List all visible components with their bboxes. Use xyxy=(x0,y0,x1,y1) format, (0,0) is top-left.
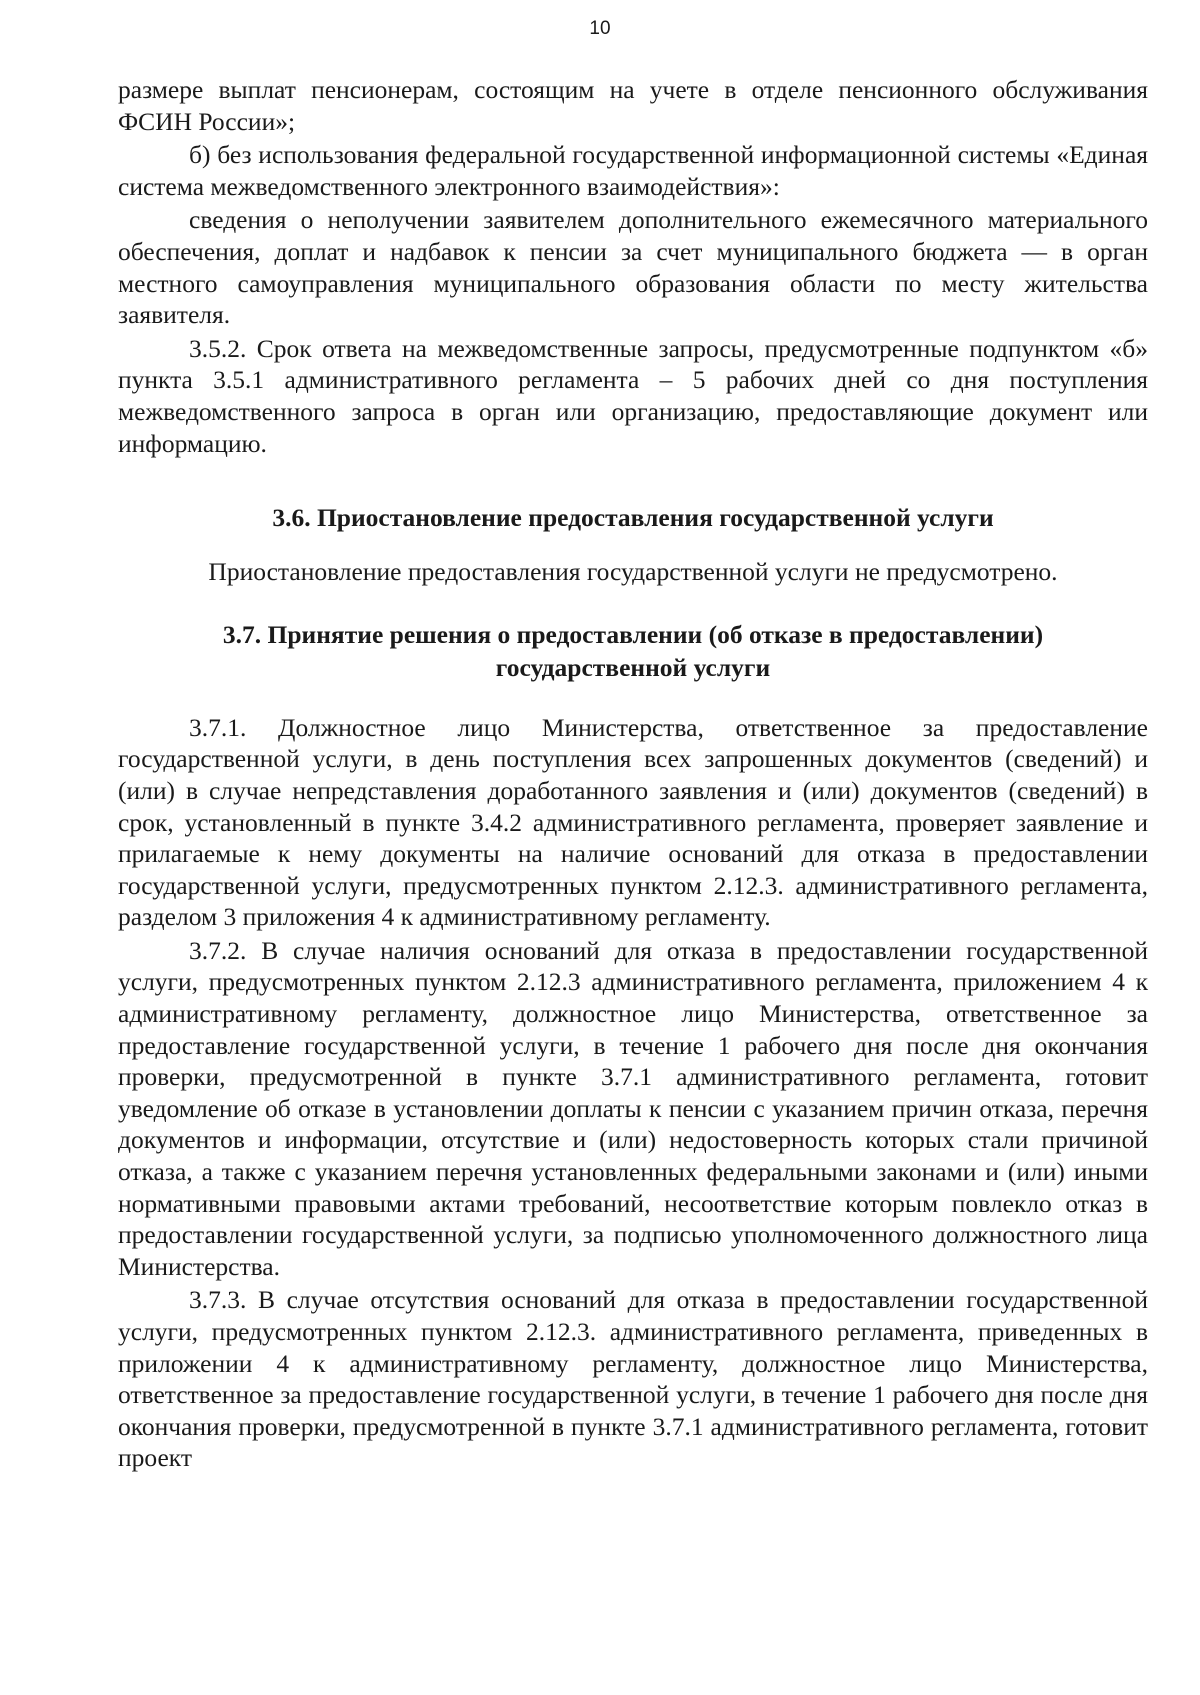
paragraph-subitem-b: б) без использования федеральной государственной информационной системы «Единая система межведомственного электронного взаимодействия»: xyxy=(118,140,1148,201)
paragraph-info-nonreceipt: сведения о неполучении заявителем дополнительного ежемесячного материального обеспечения, доплат и надбавок к пенсии за счет муниципального бюджета — в орган местного самоуправления муниципального образования области по месту жительства заявителя. xyxy=(118,205,1148,330)
page-number: 10 xyxy=(589,18,611,39)
section-heading-3-7: 3.7. Принятие решения о предоставлении (об отказе в предоставлении) государственной услуги xyxy=(222,619,1044,682)
paragraph-3-7-2: 3.7.2. В случае наличия оснований для отказа в предоставлении государственной услуги, предусмотренных пунктом 2.12.3 административного регламента, приложением 4 к административному регламенту, должностное лицо Министерства, ответственное за предоставление государственной услуги, в течение 1 рабочего дня после дня окончания проверки, предусмотренной в пункте 3.7.1 административного регламента, готовит уведомление об отказе в установлении доплаты к пенсии с указанием причин отказа, перечня документов и информации, отсутствие и (или) недостоверность которых стали причиной отказа, а также с указанием перечня установленных федеральными законами и (или) иными нормативными правовыми актами требований, несоответствие которым повлекло отказ в предоставлении государственной услуги, за подписью уполномоченного должностного лица Министерства. xyxy=(118,935,1148,1281)
section-heading-3-6: 3.6. Приостановление предоставления государственной услуги xyxy=(272,503,994,533)
paragraph-3-5-2: 3.5.2. Срок ответа на межведомственные запросы, предусмотренные подпунктом «б» пункта 3.5.1 административного регламента – 5 рабочих дней со дня поступления межведомственного запроса в орган или организацию, предоставляющие документ или информацию. xyxy=(118,333,1148,458)
paragraph-3-7-3: 3.7.3. В случае отсутствия оснований для отказа в предоставлении государственной услуги, предусмотренных пунктом 2.12.3. административного регламента, приведенных в приложении 4 к административному регламенту, должностное лицо Министерства, ответственное за предоставление государственной услуги, в течение 1 рабочего дня после дня окончания проверки, предусмотренной в пункте 3.7.1 административного регламента, готовит проект xyxy=(118,1285,1148,1473)
paragraph-suspension: Приостановление предоставления государственной услуги не предусмотрено. xyxy=(208,557,1058,587)
paragraph-3-7-1: 3.7.1. Должностное лицо Министерства, ответственное за предоставление государственной услуги, в день поступления всех запрошенных документов (сведений) и (или) в случае непредставления доработанного заявления и (или) документов (сведений) в срок, установленный в пункте 3.4.2 административного регламента, проверяет заявление и прилагаемые к нему документы на наличие оснований для отказа в предоставлении государственной услуги, предусмотренных пунктом 2.12.3. административного регламента, разделом 3 приложения 4 к административному регламенту. xyxy=(118,712,1148,932)
paragraph-continuation: размере выплат пенсионерам, состоящим на учете в отделе пенсионного обслуживания ФСИН России»; xyxy=(118,75,1148,136)
document-body xyxy=(118,74,1148,1474)
